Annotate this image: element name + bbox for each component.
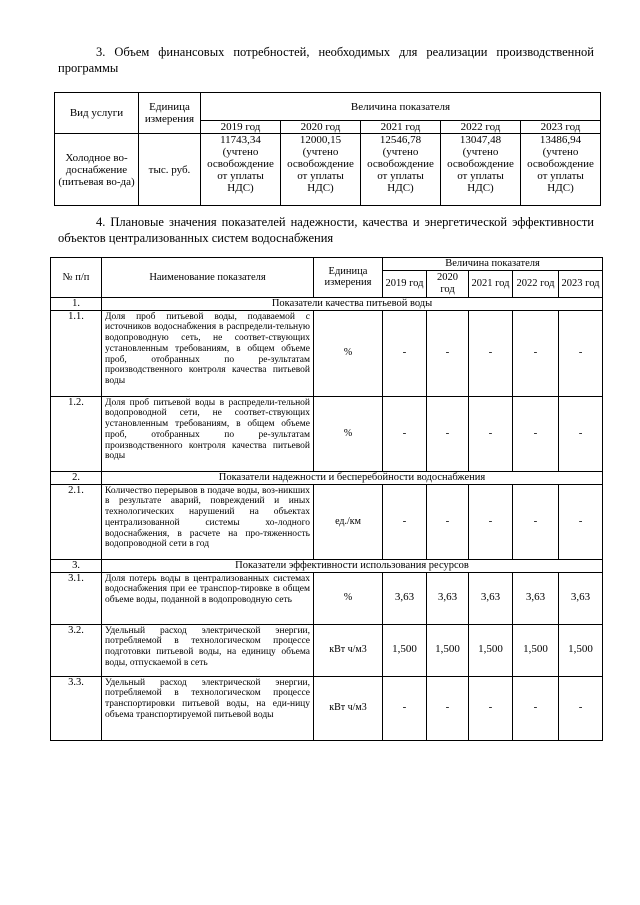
row-number: 2.1.: [51, 484, 102, 559]
value-cell: -: [469, 676, 513, 740]
financial-needs-table: [54, 92, 601, 206]
year-header: 2023 год: [559, 270, 603, 297]
value-cell: -: [469, 310, 513, 396]
table-row: [51, 484, 603, 559]
value-cell: 1,500: [383, 624, 427, 676]
value-cell: -: [513, 676, 559, 740]
year-header: 2020 год: [281, 121, 361, 134]
value-cell: -: [427, 484, 469, 559]
year-header: 2021 год: [361, 121, 441, 134]
table-row: [51, 572, 603, 624]
header-num: № п/п: [51, 258, 102, 298]
value-cell: -: [513, 484, 559, 559]
header-unit: Единица измерения: [139, 93, 201, 134]
section-title: Показатели качества питьевой воды: [102, 297, 603, 310]
row-number: 3.1.: [51, 572, 102, 624]
value-cell: -: [559, 484, 603, 559]
header-value: Величина показателя: [201, 93, 601, 121]
indicator-name: Количество перерывов в подаче воды, воз-никших в результате аварий, повреждений и иных технологических нарушений на объектах централизованной системы хо-лодного водоснабжения, в расчете на про-тяженность водопроводной сети в год: [102, 484, 314, 559]
table-row: [55, 134, 601, 206]
value-cell: 3,63: [513, 572, 559, 624]
section-number: 2.: [51, 471, 102, 484]
value-cell: -: [559, 396, 603, 471]
value-cell: 3,63: [469, 572, 513, 624]
indicator-unit: %: [314, 396, 383, 471]
value-cell: 13047,48 (учтено освобождение от уплаты НДС): [441, 134, 521, 206]
year-header: 2021 год: [469, 270, 513, 297]
indicator-name: Доля потерь воды в централизованных системах водоснабжения при ее транспор-тировке в общем объеме воды, поданной в водопроводную сеть: [102, 572, 314, 624]
value-cell: 12546,78 (учтено освобождение от уплаты НДС): [361, 134, 441, 206]
indicator-name: Удельный расход электрической энергии, потребляемой в технологическом процессе подготовки питьевой воды, на единицу объема воды, отпускаемой в сеть: [102, 624, 314, 676]
value-cell: 11743,34 (учтено освобождение от уплаты НДС): [201, 134, 281, 206]
value-cell: 1,500: [469, 624, 513, 676]
indicator-unit: %: [314, 572, 383, 624]
value-cell: 13486,94 (учтено освобождение от уплаты НДС): [521, 134, 601, 206]
year-header: 2023 год: [521, 121, 601, 134]
value-cell: -: [559, 310, 603, 396]
header-value: Величина показателя: [383, 258, 603, 271]
value-cell: -: [469, 484, 513, 559]
value-cell: -: [513, 310, 559, 396]
section-row: [51, 559, 603, 572]
row-number: 1.2.: [51, 396, 102, 471]
section-number: 3.: [51, 559, 102, 572]
value-cell: -: [469, 396, 513, 471]
value-cell: -: [383, 396, 427, 471]
section-row: [51, 297, 603, 310]
indicator-unit: кВт ч/м3: [314, 624, 383, 676]
value-cell: 1,500: [427, 624, 469, 676]
service-unit: тыс. руб.: [139, 134, 201, 206]
table-row: [51, 396, 603, 471]
service-name: Холодное во-доснабжение (питьевая во-да): [55, 134, 139, 206]
section-row: [51, 471, 603, 484]
value-cell: 3,63: [383, 572, 427, 624]
indicator-unit: ед./км: [314, 484, 383, 559]
indicator-unit: кВт ч/м3: [314, 676, 383, 740]
header-service: Вид услуги: [55, 93, 139, 134]
value-cell: -: [383, 676, 427, 740]
section4-heading: 4. Плановые значения показателей надежности, качества и энергетической эффективности объектов централизованных систем водоснабжения: [58, 215, 594, 245]
row-number: 3.2.: [51, 624, 102, 676]
header-name: Наименование показателя: [102, 258, 314, 298]
row-number: 1.1.: [51, 310, 102, 396]
table-row: [51, 676, 603, 740]
table-row: [51, 624, 603, 676]
value-cell: -: [427, 676, 469, 740]
value-cell: 3,63: [427, 572, 469, 624]
value-cell: -: [513, 396, 559, 471]
indicator-unit: %: [314, 310, 383, 396]
year-header: 2019 год: [383, 270, 427, 297]
section-title: Показатели эффективности использования ресурсов: [102, 559, 603, 572]
value-cell: 1,500: [513, 624, 559, 676]
year-header: 2022 год: [441, 121, 521, 134]
value-cell: -: [383, 310, 427, 396]
indicator-name: Удельный расход электрической энергии, потребляемой в технологическом процессе транспортировки питьевой воды, на еди-ницу объема транспортируемой питьевой воды: [102, 676, 314, 740]
value-cell: 1,500: [559, 624, 603, 676]
year-header: 2020 год: [427, 270, 469, 297]
year-header: 2022 год: [513, 270, 559, 297]
value-cell: 12000,15 (учтено освобождение от уплаты НДС): [281, 134, 361, 206]
section-title: Показатели надежности и бесперебойности водоснабжения: [102, 471, 603, 484]
year-header: 2019 год: [201, 121, 281, 134]
value-cell: 3,63: [559, 572, 603, 624]
indicator-name: Доля проб питьевой воды в распредели-тельной водопроводной сети, не соответ-ствующих установленным требованиям, в общем объеме проб, отобранных по ре-зультатам производственного контроля качества питьевой воды: [102, 396, 314, 471]
value-cell: -: [559, 676, 603, 740]
value-cell: -: [427, 310, 469, 396]
indicator-name: Доля проб питьевой воды, подаваемой с источников водоснабжения в распредели-тельную водопроводную сеть, не соответ-ствующих установленным требованиям, в общем объеме проб, отобранных по ре-зультатам производственного контроля качества питьевой воды: [102, 310, 314, 396]
row-number: 3.3.: [51, 676, 102, 740]
value-cell: -: [383, 484, 427, 559]
section-number: 1.: [51, 297, 102, 310]
table-row: [51, 310, 603, 396]
indicators-table: [50, 257, 603, 741]
value-cell: -: [427, 396, 469, 471]
header-unit: Единица измерения: [314, 258, 383, 298]
section3-heading: 3. Объем финансовых потребностей, необходимых для реализации производственной программы: [58, 45, 594, 75]
